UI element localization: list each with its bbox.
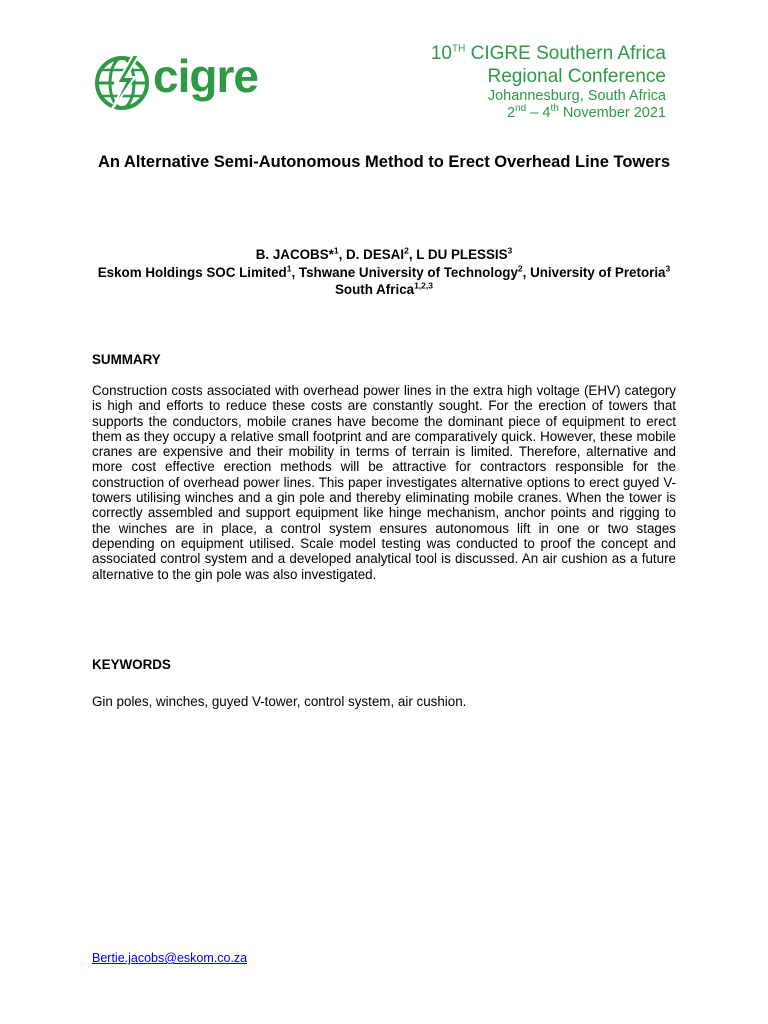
logo-text: cigre bbox=[153, 50, 258, 102]
affiliation-mark: 2 bbox=[517, 263, 523, 274]
affiliation-mark: 3 bbox=[665, 263, 671, 274]
conference-title-line1 bbox=[431, 42, 666, 65]
conference-title-rest: CIGRE Southern Africa bbox=[465, 43, 666, 64]
affiliation-name: Eskom Holdings SOC Limited bbox=[97, 264, 287, 280]
keywords-text: Gin poles, winches, guyed V-tower, control system, air cushion. bbox=[92, 694, 467, 709]
country-name: South Africa bbox=[334, 282, 415, 297]
date-separator: – bbox=[526, 105, 543, 121]
conference-location: Johannesburg, South Africa bbox=[487, 88, 666, 104]
conference-ordinal-suffix: TH bbox=[452, 43, 466, 55]
author-email-link[interactable]: Bertie.jacobs@eskom.co.za bbox=[92, 951, 248, 965]
cigre-globe-lightning-icon bbox=[95, 53, 151, 115]
date-start-suffix: nd bbox=[515, 103, 527, 115]
author-name: , D. DESAI bbox=[338, 247, 405, 262]
conference-ordinal-number: 10 bbox=[430, 43, 452, 64]
author-name: B. JACOBS* bbox=[255, 247, 334, 262]
country-affiliation-marks: 1,2,3 bbox=[414, 280, 433, 291]
conference-header bbox=[431, 42, 666, 122]
conference-title-line2: Regional Conference bbox=[487, 66, 666, 87]
author-affiliations bbox=[92, 264, 676, 282]
conference-dates bbox=[431, 105, 666, 122]
keywords-heading: KEYWORDS bbox=[92, 657, 171, 672]
affiliation-name: , Tshwane University of Technology bbox=[291, 264, 518, 280]
date-start-number: 2 bbox=[507, 105, 516, 121]
summary-heading: SUMMARY bbox=[92, 352, 161, 367]
author-affiliation-mark: 1 bbox=[333, 245, 339, 256]
date-rest: November 2021 bbox=[558, 105, 666, 121]
author-affiliation-mark: 3 bbox=[507, 245, 513, 256]
affiliation-name: , University of Pretoria bbox=[522, 264, 666, 280]
summary-text: Construction costs associated with overhead power lines in the extra high voltage (EHV) category is high and efforts to reduce these costs are constantly sought. For the erection of towers that supports the conductors, mobile cranes have become the dominant piece of equipment to erect them as they occupy a relative small footprint and are comparatively quick. However, these mobile cranes are expensive and their mobility in terms of terrain is limited. Therefore, alternative and more cost effective erection methods will be attractive for contractors responsible for the construction of overhead power lines. This paper investigates alternative options to erect guyed V-towers utilising winches and a gin pole and thereby eliminating mobile cranes. When the tower is correctly assembled and support equipment like hinge mechanism, anchor points and rigging to the winches are in place, a control system ensures autonomous lift in one or two stages depending on equipment utilised. Scale model testing was conducted to proof the concept and associated control system and a developed analytical tool is discussed. An air cushion as a future alternative to the gin pole was also investigated. bbox=[92, 383, 676, 582]
date-end-suffix: th bbox=[550, 103, 559, 115]
author-name: , L DU PLESSIS bbox=[408, 247, 508, 262]
affiliation-mark: 1 bbox=[286, 263, 292, 274]
author-names bbox=[92, 246, 676, 264]
author-country bbox=[92, 281, 676, 299]
cigre-logo bbox=[95, 50, 258, 115]
author-block bbox=[92, 246, 676, 299]
date-end-number: 4 bbox=[542, 105, 551, 121]
author-affiliation-mark: 2 bbox=[404, 245, 409, 256]
paper-title: An Alternative Semi-Autonomous Method to Erect Overhead Line Towers bbox=[97, 153, 671, 171]
